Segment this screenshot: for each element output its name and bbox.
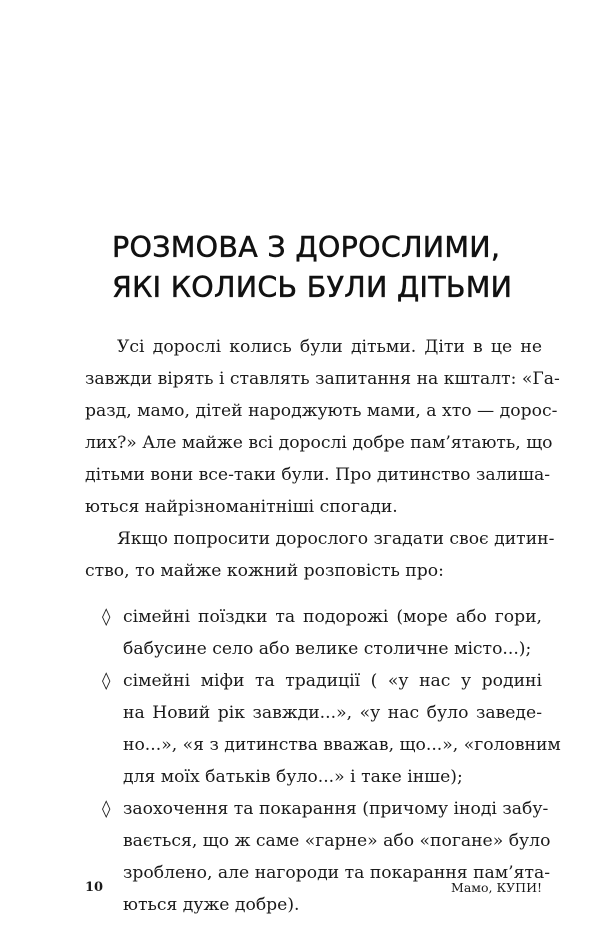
body-text xyxy=(85,331,561,921)
text-line: на Новий рік завжди...», «у нас було заведе- xyxy=(123,703,542,723)
paragraph xyxy=(85,523,555,587)
text-line: дітьми вони все-таки були. Про дитинство залиша- xyxy=(85,465,551,485)
text-line: вається, що ж саме «гарне» або «погане» було xyxy=(123,831,551,851)
text-line: сімейні поїздки та подорожі (море або гори, xyxy=(123,607,542,627)
bullet-item xyxy=(85,601,542,665)
text-line: ються найрізноманітніші спогади. xyxy=(85,497,398,517)
running-title: Мамо, КУПИ! xyxy=(451,880,542,895)
text-line: бабусине село або велике столичне місто...); xyxy=(123,639,532,659)
bullet-item xyxy=(85,665,561,793)
heading-line: РОЗМОВА З ДОРОСЛИМИ, xyxy=(112,231,501,264)
diamond-bullet-icon: ◊ xyxy=(102,671,111,691)
text-line: лих?» Але майже всі дорослі добре пам’ятають, що xyxy=(85,433,553,453)
text-line: разд, мамо, дітей народжують мами, а хто — дорос- xyxy=(85,401,558,421)
text-line: Усі дорослі колись були дітьми. Діти в це не xyxy=(117,337,542,357)
text-line: ство, то майже кожний розповість про: xyxy=(85,561,444,581)
text-line: заохочення та покарання (причому іноді забу- xyxy=(123,799,549,819)
diamond-bullet-icon: ◊ xyxy=(102,799,111,819)
text-line: зроблено, але нагороди та покарання пам’ята- xyxy=(123,863,551,883)
diamond-bullet-icon: ◊ xyxy=(102,607,111,627)
spacer xyxy=(85,587,542,601)
chapter-heading xyxy=(112,228,512,308)
text-line: сімейні міфи та традиції ( «у нас у родині xyxy=(123,671,542,691)
heading-line: ЯКІ КОЛИСЬ БУЛИ ДІТЬМИ xyxy=(112,271,513,304)
text-line: завжди вірять і ставлять запитання на кшталт: «Га- xyxy=(85,369,560,389)
text-line: но...», «я з дитинства вважав, що...», «головним xyxy=(123,735,561,755)
text-line: ються дуже добре). xyxy=(123,895,300,915)
text-line: для моїх батьків було...» і таке інше); xyxy=(123,767,463,787)
bullet-list xyxy=(85,601,561,921)
page-number: 10 xyxy=(85,880,104,895)
paragraph xyxy=(85,331,560,523)
text-line: Якщо попросити дорослого згадати своє дитин- xyxy=(117,529,555,549)
bullet-item xyxy=(85,793,551,921)
